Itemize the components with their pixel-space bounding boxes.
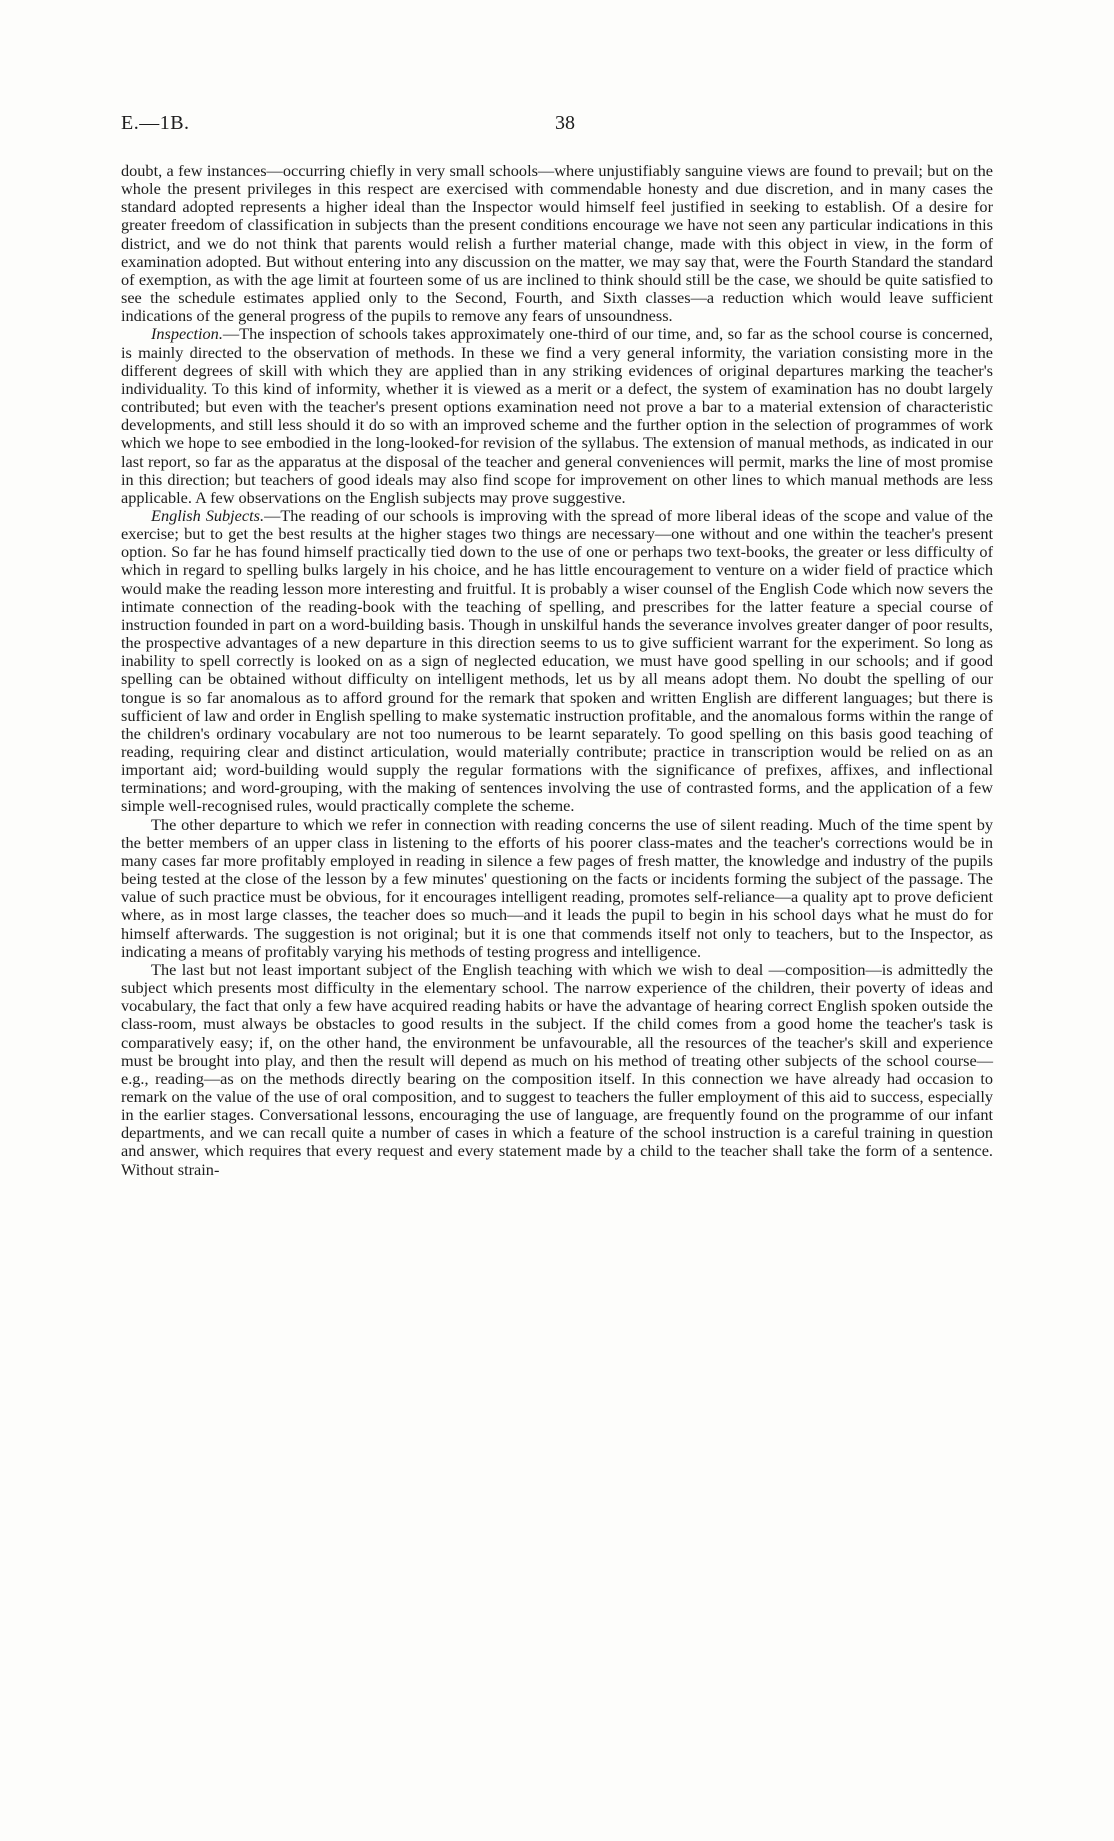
section-heading-english-subjects: English Subjects. xyxy=(151,505,265,525)
paragraph-text: —The reading of our schools is improving with the spread of more liberal ideas of the scope and value of the exercise; but to get the best results at the higher stages two things are necessary—one without and one within the teacher's present option. So far he has found himself practically tied down to the use of one or perhaps two text-books, the greater or less difficulty of which in regard to spelling bulks largely in his choice, and he has little encouragement to venture on a wider field of practice which would make the reading lesson more interesting and fruitful. It is probably a wiser counsel of the English Code which now severs the intimate connection of the reading-book with the teaching of spelling, and prescribes for the latter feature a special course of instruction founded in part on a word-building basis. Though in unskilful hands the severance involves greater danger of poor results, the prospective advantages of a new departure in this direction seems to us to give sufficient warrant for the experiment. So long as inability to spell correctly is looked on as a sign of neglected education, we must have good spelling in our schools; and if good spelling can be obtained without difficulty on intelligent methods, let us by all means adopt them. No doubt the spelling of our tongue is so far anomalous as to afford ground for the remark that spoken and written English are different languages; but there is sufficient of law and order in English spelling to make systematic instruction profitable, and the anomalous forms within the range of the children's ordinary vocabulary are not too numerous to be learnt separately. To good spelling on this basis good teaching of reading, requiring clear and distinct articulation, would materially contribute; practice in transcription would be relied on as an important aid; word-building would supply the regular formations with the significance of prefixes, affixes, and inflectional terminations; and word-grouping, with the making of sentences involving the use of contrasted forms, and the application of a few simple well-recognised rules, would practically complete the scheme. xyxy=(121,505,993,816)
paragraph-text: The other departure to which we refer in connection with reading concerns the use of silent reading. Much of the time spent by the better members of an upper class in listening to the efforts of his poorer class-mates and the teacher's corrections would be in many cases far more profitably employed in reading in silence a few pages of fresh matter, the knowledge and industry of the pupils being tested at the close of the lesson by a few minutes' questioning on the facts or incidents forming the subject of the passage. The value of such practice must be obvious, for it encourages intelligent reading, promotes self-reliance—a quality apt to prove deficient where, as in most large classes, the teacher does so much—and it leads the pupil to begin in his school days what he must do for himself afterwards. The suggestion is not original; but it is one that commends itself not only to teachers, but to the Inspector, as indicating a means of profitably varying his methods of testing progress and intelligence. xyxy=(121,814,993,961)
paragraph-text: The last but not least important subject of the English teaching with which we wish to deal —composition—is admittedly the subject which presents most difficulty in the elementary school. The narrow experience of the children, their poverty of ideas and vocabulary, the fact that only a few have acquired reading habits or have the advantage of hearing correct English spoken outside the class-room, must always be obstacles to good results in the subject. If the child comes from a good home the teacher's task is comparatively easy; if, on the other hand, the environment be unfavourable, all the resources of the teacher's skill and experience must be brought into play, and then the result will depend as much on his method of treating other subjects of the school course— e.g., reading—as on the methods directly bearing on the composition itself. In this connection we have already had occasion to remark on the value of the use of oral composition, and to suggest to teachers the fuller employment of this aid to success, especially in the earlier stages. Conversational lessons, encouraging the use of language, are frequently found on the programme of our infant departments, and we can recall quite a number of cases in which a feature of the school instruction is a careful training in question and answer, which requires that every request and every statement made by a child to the teacher shall take the form of a sentence. Without strain- xyxy=(121,959,993,1179)
page-header xyxy=(121,112,993,138)
paragraph-text: —The inspection of schools takes approximately one-third of our time, and, so far as the school course is concerned, is mainly directed to the observation of methods. In these we find a very general informity, the variation consisting more in the different degrees of skill with which they are applied than in any striking evidences of original departures marking the teacher's individuality. To this kind of informity, whether it is viewed as a merit or a defect, the system of examination has no doubt largely contributed; but even with the teacher's present options examination need not prove a bar to a material extension of characteristic developments, and still less should it do so with an improved scheme and the further option in the selection of programmes of work which we hope to see embodied in the long-looked-for revision of the syllabus. The extension of manual methods, as indicated in our last report, so far as the apparatus at the disposal of the teacher and general conveniences will permit, marks the line of most promise in this direction; but teachers of good ideals may also find scope for improvement on other lines to which manual methods are less applicable. A few observations on the English subjects may prove suggestive. xyxy=(121,324,993,507)
paragraph-english-subjects xyxy=(121,507,993,816)
page-number: 38 xyxy=(555,112,575,134)
document-code: E.—1B. xyxy=(121,112,190,134)
paragraph-classification xyxy=(121,162,993,325)
paragraph-silent-reading xyxy=(121,816,993,961)
paragraph-text: doubt, a few instances—occurring chiefly in very small schools—where unjustifiably sanguine views are found to prevail; but on the whole the present privileges in this respect are exercised with commendable honesty and due discretion, and in many cases the standard adopted represents a higher ideal than the Inspector would himself feel justified in seeking to establish. Of a desire for greater freedom of classification in subjects than the present conditions encourage we have not seen any particular indications in this district, and we do not think that parents would relish a further material change, made with this object in view, in the form of examination adopted. But without entering into any discussion on the matter, we may say that, were the Fourth Standard the standard of exemption, as with the age limit at fourteen some of us are inclined to think should still be the case, we should be quite satisfied to see the schedule estimates applied only to the Second, Fourth, and Sixth classes—a reduction which would leave sufficient indications of the general progress of the pupils to remove any fears of unsoundness. xyxy=(121,161,993,326)
section-heading-inspection: Inspection. xyxy=(151,324,223,344)
paragraph-inspection xyxy=(121,325,993,507)
paragraph-composition xyxy=(121,961,993,1179)
report-body xyxy=(121,162,993,1179)
